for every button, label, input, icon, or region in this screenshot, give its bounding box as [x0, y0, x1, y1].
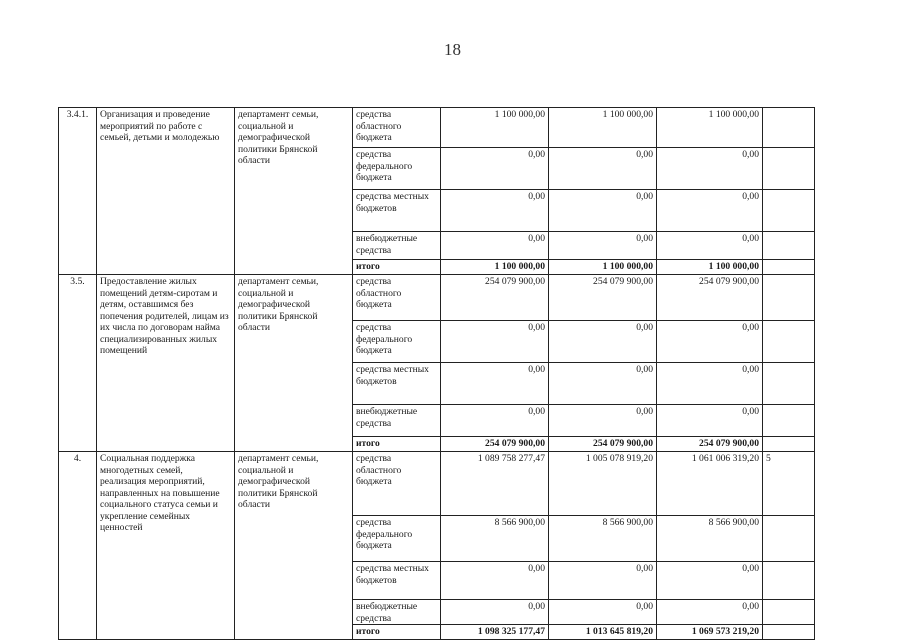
funding-source: средства федерального бюджета	[353, 516, 441, 562]
funding-source: средства областного бюджета	[353, 452, 441, 516]
item-executor: департамент семьи, социальной и демографической политики Брянской области	[235, 452, 353, 640]
amount-v1: 0,00	[441, 232, 549, 260]
extra-cell	[763, 275, 815, 321]
funding-source: итого	[353, 260, 441, 275]
amount-v3: 0,00	[657, 232, 763, 260]
amount-v2: 0,00	[549, 405, 657, 437]
funding-source: итого	[353, 437, 441, 452]
amount-v1: 1 100 000,00	[441, 260, 549, 275]
amount-v2: 0,00	[549, 562, 657, 600]
amount-v2: 0,00	[549, 148, 657, 190]
amount-v3: 0,00	[657, 363, 763, 405]
amount-v3: 0,00	[657, 321, 763, 363]
extra-cell: 5	[763, 452, 815, 516]
amount-v1: 0,00	[441, 148, 549, 190]
amount-v2: 0,00	[549, 321, 657, 363]
amount-v1: 1 089 758 277,47	[441, 452, 549, 516]
item-executor: департамент семьи, социальной и демографической политики Брянской области	[235, 108, 353, 275]
amount-v3: 254 079 900,00	[657, 437, 763, 452]
amount-v2: 1 005 078 919,20	[549, 452, 657, 516]
amount-v3: 1 100 000,00	[657, 108, 763, 148]
extra-cell	[763, 321, 815, 363]
amount-v1: 1 100 000,00	[441, 108, 549, 148]
extra-cell	[763, 562, 815, 600]
extra-cell	[763, 190, 815, 232]
amount-v2: 0,00	[549, 600, 657, 625]
extra-cell	[763, 437, 815, 452]
amount-v1: 8 566 900,00	[441, 516, 549, 562]
table-row	[59, 452, 815, 516]
funding-source: внебюджетные средства	[353, 232, 441, 260]
amount-v2: 8 566 900,00	[549, 516, 657, 562]
funding-source: средства областного бюджета	[353, 108, 441, 148]
item-name: Предоставление жилых помещений детям-сиротам и детям, оставшимся без попечения родителей, лицам из их числа по договорам найма специализированных жилых помещений	[97, 275, 235, 452]
amount-v3: 1 069 573 219,20	[657, 625, 763, 640]
amount-v3: 0,00	[657, 405, 763, 437]
amount-v1: 0,00	[441, 190, 549, 232]
extra-cell	[763, 625, 815, 640]
extra-cell	[763, 600, 815, 625]
funding-source: средства местных бюджетов	[353, 363, 441, 405]
extra-cell	[763, 148, 815, 190]
funding-source: средства местных бюджетов	[353, 190, 441, 232]
table-row	[59, 108, 815, 148]
amount-v3: 254 079 900,00	[657, 275, 763, 321]
amount-v1: 0,00	[441, 405, 549, 437]
funding-source: внебюджетные средства	[353, 405, 441, 437]
amount-v1: 0,00	[441, 600, 549, 625]
amount-v1: 0,00	[441, 321, 549, 363]
amount-v1: 254 079 900,00	[441, 275, 549, 321]
item-number: 4.	[59, 452, 97, 640]
amount-v2: 1 013 645 819,20	[549, 625, 657, 640]
funding-source: итого	[353, 625, 441, 640]
extra-cell	[763, 363, 815, 405]
amount-v3: 0,00	[657, 562, 763, 600]
amount-v2: 0,00	[549, 190, 657, 232]
item-executor: департамент семьи, социальной и демографической политики Брянской области	[235, 275, 353, 452]
amount-v2: 1 100 000,00	[549, 260, 657, 275]
item-number: 3.4.1.	[59, 108, 97, 275]
funding-source: средства федерального бюджета	[353, 148, 441, 190]
funding-source: средства федерального бюджета	[353, 321, 441, 363]
amount-v2: 254 079 900,00	[549, 437, 657, 452]
extra-cell	[763, 108, 815, 148]
funding-source: средства областного бюджета	[353, 275, 441, 321]
amount-v1: 0,00	[441, 562, 549, 600]
extra-cell	[763, 260, 815, 275]
table-row	[59, 275, 815, 321]
amount-v3: 0,00	[657, 190, 763, 232]
extra-cell	[763, 516, 815, 562]
funding-source: средства местных бюджетов	[353, 562, 441, 600]
amount-v3: 1 100 000,00	[657, 260, 763, 275]
funding-source: внебюджетные средства	[353, 600, 441, 625]
amount-v2: 0,00	[549, 232, 657, 260]
amount-v2: 254 079 900,00	[549, 275, 657, 321]
amount-v2: 1 100 000,00	[549, 108, 657, 148]
page-number: 18	[444, 40, 461, 59]
budget-table	[58, 107, 815, 640]
amount-v2: 0,00	[549, 363, 657, 405]
item-name: Социальная поддержка многодетных семей, реализация мероприятий, направленных на повышение социального статуса семьи и укрепление семейных ценностей	[97, 452, 235, 640]
amount-v3: 8 566 900,00	[657, 516, 763, 562]
extra-cell	[763, 405, 815, 437]
item-number: 3.5.	[59, 275, 97, 452]
amount-v3: 0,00	[657, 600, 763, 625]
amount-v1: 254 079 900,00	[441, 437, 549, 452]
amount-v1: 1 098 325 177,47	[441, 625, 549, 640]
amount-v1: 0,00	[441, 363, 549, 405]
item-name: Организация и проведение мероприятий по работе с семьей, детьми и молодежью	[97, 108, 235, 275]
amount-v3: 1 061 006 319,20	[657, 452, 763, 516]
extra-cell	[763, 232, 815, 260]
amount-v3: 0,00	[657, 148, 763, 190]
